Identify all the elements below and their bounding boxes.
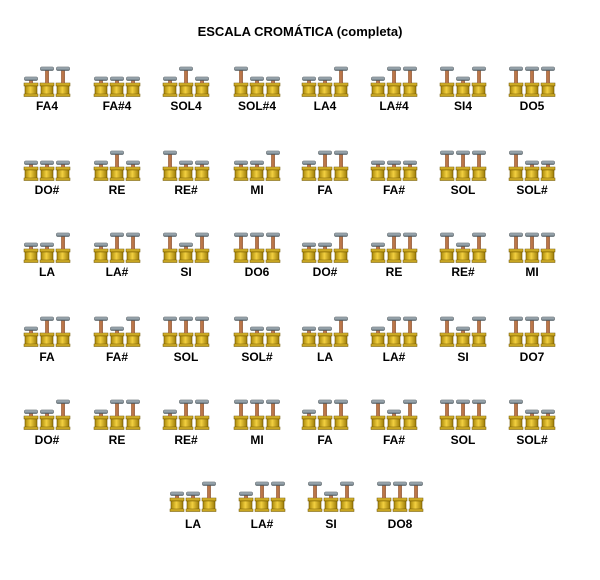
valve-2-pressed: [40, 161, 54, 181]
note-label: RE: [108, 433, 126, 447]
note-label: FA: [317, 433, 333, 447]
valve-2-open: [110, 233, 124, 263]
valve-1-open: [234, 67, 248, 97]
fingering-cell: [440, 317, 486, 364]
note-label: SI: [325, 517, 337, 531]
valve-1-open: [509, 317, 523, 347]
valve-2-open: [456, 151, 470, 181]
valve-3-open: [472, 67, 486, 97]
note-label: LA: [185, 517, 201, 531]
valve-3-open: [126, 233, 140, 263]
valve-2-pressed: [456, 327, 470, 347]
valve-3-open: [403, 400, 417, 430]
valve-1-pressed: [94, 243, 108, 263]
valve-2-pressed: [456, 243, 470, 263]
fingering-cell: [94, 317, 140, 364]
valve-3-open: [403, 317, 417, 347]
note-label: DO6: [244, 265, 270, 279]
fingering-cell: [371, 317, 417, 364]
valve-1-open: [163, 233, 177, 263]
note-label: DO5: [519, 99, 545, 113]
valve-2-pressed: [318, 77, 332, 97]
valve-1-open: [440, 233, 454, 263]
valve-1-open: [308, 482, 322, 512]
note-label: FA: [317, 183, 333, 197]
valve-1-open: [509, 151, 523, 181]
note-label: RE: [108, 183, 126, 197]
valve-2-pressed: [110, 77, 124, 97]
fingering-cell: [509, 151, 555, 197]
fingering-cell: [24, 400, 70, 447]
valve-2-open: [387, 233, 401, 263]
valve-2-open: [255, 482, 269, 512]
fingering-cell: [94, 233, 140, 279]
valve-3-pressed: [266, 77, 280, 97]
valve-3-open: [409, 482, 423, 512]
valve-1-pressed: [94, 410, 108, 430]
valve-3-open: [271, 482, 285, 512]
valve-1-open: [163, 151, 177, 181]
note-label: SOL#: [516, 433, 548, 447]
valve-2-open: [250, 400, 264, 430]
fingering-cell: [24, 233, 70, 279]
note-label: SOL#: [516, 183, 548, 197]
valve-1-pressed: [24, 161, 38, 181]
valve-2-pressed: [186, 492, 200, 512]
valve-1-open: [440, 400, 454, 430]
fingering-cell: [371, 67, 417, 113]
valve-2-pressed: [387, 410, 401, 430]
note-label: SI4: [453, 99, 473, 113]
valve-2-open: [318, 400, 332, 430]
fingering-cell: [509, 233, 555, 279]
valve-3-open: [266, 400, 280, 430]
valve-3-open: [334, 233, 348, 263]
fingering-cell: [302, 400, 348, 447]
valve-3-open: [56, 400, 70, 430]
valve-3-open: [266, 151, 280, 181]
note-label: LA#: [382, 350, 406, 364]
valve-2-pressed: [318, 327, 332, 347]
valve-3-open: [126, 400, 140, 430]
valve-3-open: [541, 317, 555, 347]
valve-3-open: [472, 317, 486, 347]
fingering-cell: [371, 161, 417, 197]
valve-3-open: [195, 317, 209, 347]
fingering-cell: [308, 482, 354, 531]
valve-1-pressed: [371, 327, 385, 347]
note-label: LA#4: [379, 99, 409, 113]
fingering-cell: [94, 400, 140, 447]
valve-1-pressed: [302, 327, 316, 347]
note-label: RE#: [451, 265, 475, 279]
valve-1-open: [509, 67, 523, 97]
valve-1-pressed: [302, 161, 316, 181]
valve-2-open: [110, 400, 124, 430]
valve-3-open: [126, 317, 140, 347]
valve-3-open: [195, 233, 209, 263]
fingering-cell: [94, 151, 140, 197]
note-label: SOL: [173, 350, 199, 364]
valve-1-open: [440, 151, 454, 181]
valve-2-pressed: [387, 161, 401, 181]
valve-1-pressed: [24, 243, 38, 263]
valve-1-open: [234, 233, 248, 263]
valve-1-open: [509, 400, 523, 430]
valve-1-pressed: [24, 327, 38, 347]
valve-2-pressed: [250, 327, 264, 347]
fingering-cell: [234, 400, 280, 447]
note-label: FA: [39, 350, 55, 364]
note-label: MI: [525, 265, 539, 279]
note-label: SOL: [450, 183, 476, 197]
valve-1-pressed: [239, 492, 253, 512]
fingering-cell: [371, 233, 417, 279]
valve-1-pressed: [371, 161, 385, 181]
fingering-cell: [377, 482, 423, 531]
fingering-cell: [163, 317, 209, 364]
valve-1-open: [234, 317, 248, 347]
valve-1-pressed: [170, 492, 184, 512]
fingering-cell: [24, 67, 70, 113]
valve-3-pressed: [541, 410, 555, 430]
fingering-cell: [371, 400, 417, 447]
valve-2-open: [179, 317, 193, 347]
valve-2-pressed: [40, 410, 54, 430]
note-label: MI: [250, 183, 264, 197]
valve-2-pressed: [525, 410, 539, 430]
valve-1-open: [440, 317, 454, 347]
valve-1-pressed: [371, 77, 385, 97]
valve-1-pressed: [302, 77, 316, 97]
valve-2-pressed: [110, 327, 124, 347]
valve-2-open: [525, 317, 539, 347]
valve-3-open: [56, 67, 70, 97]
fingering-cell: [234, 317, 280, 364]
fingering-cell: [440, 400, 486, 447]
valve-1-pressed: [94, 77, 108, 97]
valve-3-pressed: [126, 161, 140, 181]
note-label: RE: [385, 265, 403, 279]
note-label: DO7: [519, 350, 545, 364]
valve-1-pressed: [302, 410, 316, 430]
valve-2-open: [318, 151, 332, 181]
note-label: LA#: [250, 517, 274, 531]
fingering-cell: [163, 400, 209, 447]
note-label: LA#: [105, 265, 129, 279]
valve-3-open: [403, 233, 417, 263]
valve-2-pressed: [179, 243, 193, 263]
valve-1-pressed: [163, 77, 177, 97]
valve-3-open: [403, 67, 417, 97]
valve-3-open: [334, 400, 348, 430]
fingering-cell: [302, 317, 348, 364]
fingering-cell: [440, 233, 486, 279]
valve-1-open: [440, 67, 454, 97]
note-label: SI: [457, 350, 469, 364]
valve-2-open: [525, 67, 539, 97]
note-label: RE#: [174, 433, 198, 447]
valve-1-open: [94, 317, 108, 347]
valve-1-open: [163, 317, 177, 347]
fingering-cell: [302, 151, 348, 197]
note-label: LA4: [313, 99, 337, 113]
fingering-cell: [440, 151, 486, 197]
valve-1-open: [234, 400, 248, 430]
valve-2-pressed: [318, 243, 332, 263]
valve-2-open: [40, 317, 54, 347]
valve-2-open: [40, 67, 54, 97]
valve-1-open: [509, 233, 523, 263]
note-label: FA#: [105, 350, 129, 364]
fingering-cell: [24, 161, 70, 197]
valve-3-pressed: [195, 161, 209, 181]
note-label: DO#: [34, 433, 60, 447]
valve-2-pressed: [40, 243, 54, 263]
valve-3-pressed: [126, 77, 140, 97]
fingering-cell: [509, 400, 555, 447]
valve-2-pressed: [250, 161, 264, 181]
valve-1-open: [377, 482, 391, 512]
fingering-cell: [509, 317, 555, 364]
valve-3-pressed: [403, 161, 417, 181]
fingering-cell: [24, 317, 70, 364]
valve-3-open: [541, 67, 555, 97]
note-label: SOL#4: [237, 99, 277, 113]
note-label: DO#: [312, 265, 338, 279]
valve-2-open: [525, 233, 539, 263]
valve-1-pressed: [302, 243, 316, 263]
valve-3-open: [334, 151, 348, 181]
fingering-cell: [509, 67, 555, 113]
fingering-cell: [239, 482, 285, 531]
valve-2-pressed: [250, 77, 264, 97]
note-label: MI: [250, 433, 264, 447]
valve-2-open: [179, 67, 193, 97]
valve-1-pressed: [24, 410, 38, 430]
valve-2-pressed: [525, 161, 539, 181]
valve-3-open: [56, 317, 70, 347]
note-label: SOL: [450, 433, 476, 447]
valve-3-open: [266, 233, 280, 263]
valve-1-pressed: [24, 77, 38, 97]
fingering-cell: [440, 67, 486, 113]
note-label: DO#: [34, 183, 60, 197]
note-label: SOL4: [170, 99, 202, 113]
valve-2-open: [387, 317, 401, 347]
valve-1-pressed: [94, 161, 108, 181]
valve-2-pressed: [179, 161, 193, 181]
note-label: DO8: [387, 517, 413, 531]
valve-2-open: [179, 400, 193, 430]
note-label: SI: [180, 265, 192, 279]
fingering-cell: [234, 67, 280, 113]
valve-3-open: [195, 400, 209, 430]
valve-2-open: [110, 151, 124, 181]
valve-3-open: [541, 233, 555, 263]
valve-2-open: [393, 482, 407, 512]
valve-1-pressed: [163, 410, 177, 430]
note-label: FA#: [382, 183, 406, 197]
fingering-cell: [234, 151, 280, 197]
valve-3-open: [202, 482, 216, 512]
valve-3-pressed: [541, 161, 555, 181]
valve-3-open: [472, 400, 486, 430]
fingering-cell: [302, 67, 348, 113]
valve-1-pressed: [234, 161, 248, 181]
note-label: LA: [317, 350, 333, 364]
fingering-cell: [163, 67, 209, 113]
note-label: FA4: [35, 99, 59, 113]
valve-1-pressed: [371, 243, 385, 263]
valve-3-open: [340, 482, 354, 512]
valve-2-open: [456, 400, 470, 430]
fingering-cell: [163, 233, 209, 279]
fingering-cell: [170, 482, 216, 531]
note-label: SOL#: [241, 350, 273, 364]
fingering-cell: [163, 151, 209, 197]
fingering-cell: [302, 233, 348, 279]
valve-3-pressed: [266, 327, 280, 347]
fingering-cell: [234, 233, 280, 279]
valve-3-open: [334, 67, 348, 97]
valve-3-pressed: [56, 161, 70, 181]
valve-3-open: [56, 233, 70, 263]
valve-2-open: [250, 233, 264, 263]
note-label: RE#: [174, 183, 198, 197]
valve-2-open: [387, 67, 401, 97]
fingering-cell: [94, 77, 140, 113]
note-label: FA#: [382, 433, 406, 447]
valve-2-pressed: [324, 492, 338, 512]
valve-1-open: [371, 400, 385, 430]
note-label: LA: [39, 265, 55, 279]
valve-3-pressed: [195, 77, 209, 97]
valve-2-pressed: [456, 77, 470, 97]
valve-3-open: [472, 233, 486, 263]
valve-3-open: [334, 317, 348, 347]
note-label: FA#4: [102, 99, 132, 113]
valve-3-open: [472, 151, 486, 181]
page-title: ESCALA CROMÁTICA (completa): [197, 24, 403, 39]
